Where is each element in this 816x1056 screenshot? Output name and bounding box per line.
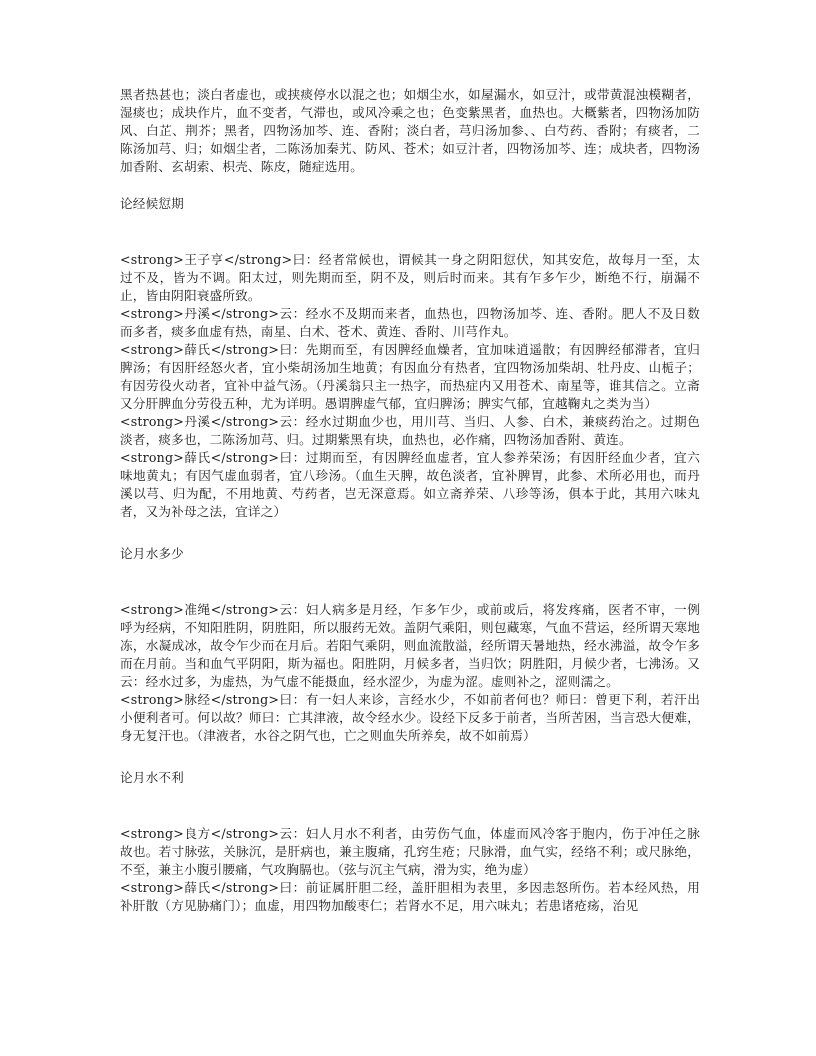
section-paragraph: <strong>薛氏</strong>曰：前证属肝胆二经，盖肝胆相为表里，多因恚怒所伤。若本经风热，用补肝散（方见胁痛门）；血虚，用四物加酸枣仁；若肾水不足，用六味丸；若患诸疮疡，治见 [120, 880, 700, 913]
section-title: 论月水多少 [120, 546, 184, 561]
section-paragraph: <strong>脉经</strong>曰：有一妇人来诊，言经水少，不如前者何也？师曰：曾更下利，若汗出小便利者可。何以故？师曰：亡其津液，故令经水少。设经下反多于前者，当所苦困，当言恐大便难，身无复汗也。（津液者，水谷之阴气也，亡之则血失所养矣，故不如前焉） [120, 692, 700, 743]
section-jinghou-qianqi [120, 195, 700, 521]
section-paragraph: <strong>丹溪</strong>云：经水过期血少也，用川芎、当归、人参、白术，兼痰药治之。过期色淡者，痰多也，二陈汤加芎、归。过期紫黑有块，血热也，必作痛，四物汤加香附、黄连。 [120, 414, 700, 447]
section-spacer [120, 807, 700, 825]
section-paragraph: <strong>良方</strong>云：妇人月水不利者，由劳伤气血，体虚而风冷客于胞内，伤于冲任之脉故也。若寸脉弦，关脉沉，是肝病也，兼主腹痛，孔窍生疮；尺脉滑，血气实，经络不利；或尺脉绝，不至，兼主小腹引腰痛，气攻胸膈也。（弦与沉主气病，滑为实，绝为虚） [120, 826, 700, 877]
section-paragraph: <strong>薛氏</strong>曰：先期而至，有因脾经血燥者，宜加味逍遥散；有因脾经郁滞者，宜归脾汤；有因肝经怒火者，宜小柴胡汤加生地黄；有因血分有热者，宜四物汤加柴胡、牡丹皮、山栀子；有因劳役火动者，宜补中益气汤。（丹溪翁只主一热字，而热症内又用苍术、南星等，谁其信之。立斋又分肝脾血分劳役五种，尤为详明。愚谓脾虚气郁，宜归脾汤；脾实气郁，宜越鞠丸之类为当） [120, 342, 700, 411]
section-spacer [120, 583, 700, 601]
section-paragraph: <strong>准绳</strong>云：妇人病多是月经，乍多乍少，或前或后，将发疼痛，医者不审，一例呼为经病，不知阳胜阴，阴胜阳，所以服药无效。盖阴气乘阳，则包藏寒，气血不营运，经所谓天寒地冻，水凝成冰，故令乍少而在月后。若阳气乘阴，则血流散溢，经所谓天暑地热，经水沸溢，故令乍多而在月前。当和血气平阴阳，斯为福也。阳胜阴，月候多者，当归饮；阴胜阳，月候少者，七沸汤。又云：经水过多，为虚热，为气虚不能摄血，经水涩少，为虚为涩。虚则补之，涩则濡之。 [120, 602, 700, 689]
section-paragraph: <strong>薛氏</strong>曰：过期而至，有因脾经血虚者，宜人参养荣汤；有因肝经血少者，宜六味地黄丸；有因气虚血弱者，宜八珍汤。（血生天脾，故色淡者，宜补脾胃，此参、术所必用也，而丹溪以芎、归为配，不用地黄、芍药者，岂无深意焉。如立斋养荣、八珍等汤，俱本于此，其用六味丸者，又为补母之法，宜详之） [120, 450, 700, 519]
document-page [120, 86, 700, 915]
intro-paragraph: 黑者热甚也；淡白者虚也，或挟痰停水以混之也；如烟尘水，如屋漏水，如豆汁，或带黄混浊模糊者，湿痰也；成块作片，血不变者，气滞也，或风冷乘之也；色变紫黑者，血热也。大概紫者，四物汤加防风、白芷、荆芥；黑者，四物汤加芩、连、香附；淡白者，芎归汤加参、、白芍药、香附；有痰者，二陈汤加芎、归；如烟尘者，二陈汤加秦艽、防风、苍术；如豆汁者，四物汤加芩、连；成块者，四物汤加香附、玄胡索、枳壳、陈皮，随症选用。 [120, 87, 700, 174]
section-paragraph: <strong>丹溪</strong>云：经水不及期而来者，血热也，四物汤加芩、连、香附。肥人不及日数而多者，痰多血虚有热，南星、白术、苍术、黄连、香附、川芎作丸。 [120, 306, 700, 339]
section-spacer [120, 233, 700, 251]
section-yueshui-duoshao [120, 545, 700, 745]
section-title: 论经候愆期 [120, 196, 184, 211]
section-paragraph: <strong>王子亨</strong>曰：经者常候也，谓候其一身之阴阳愆伏，知其安危，故每月一至，太过不及，皆为不调。阳太过，则先期而至，阴不及，则后时而来。其有乍多乍少，断绝不行，崩漏不止，皆由阴阳衰盛所致。 [120, 252, 700, 303]
section-title: 论月水不利 [120, 770, 184, 785]
section-yueshui-buli [120, 769, 700, 915]
